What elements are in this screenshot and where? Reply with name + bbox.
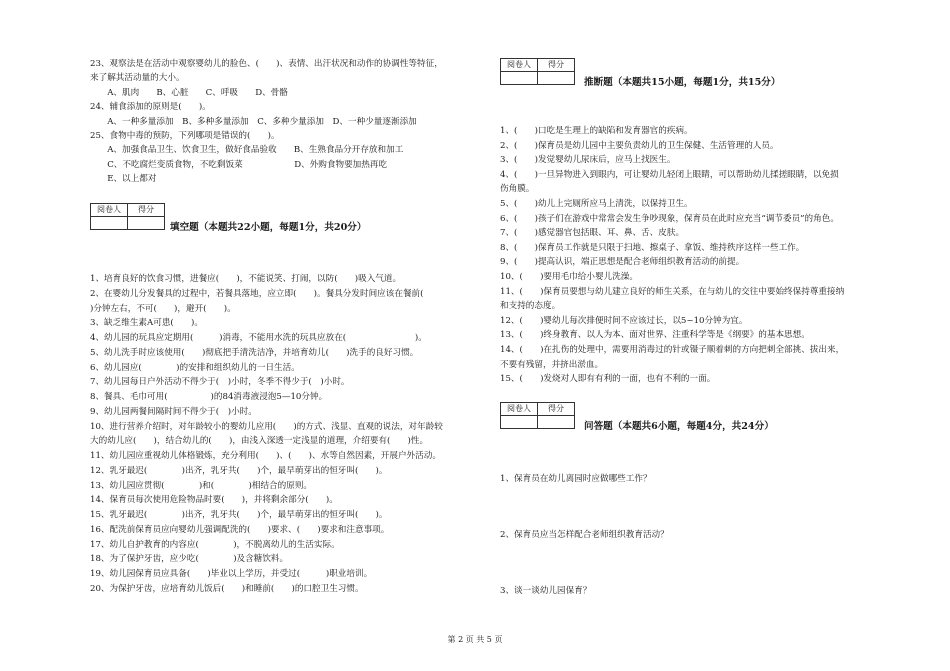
question-line: 8、( )保育员工作就是只限于扫地、擦桌子、拿饭、维持秩序这样一些工作。 bbox=[500, 242, 805, 253]
question-line: 10、进行营养介绍时，对年龄较小的婴幼儿应用( )的方式、浅显、直观的说法，对年龄较 bbox=[90, 421, 443, 432]
score-label: 得分 bbox=[538, 403, 575, 416]
question-line: )分钟左右，不可( )，避开( )。 bbox=[90, 303, 236, 314]
question-line: 19、幼儿园保育员应具备( )毕业以上学历，并受过( )职业培训。 bbox=[90, 569, 373, 579]
question-line: 14、( )在扎伤的处理中，需要用消毒过的针或镊子顺着刺的方向把刺全部挑、拔出来， bbox=[500, 345, 845, 355]
grader-cell[interactable] bbox=[501, 416, 538, 429]
question-line: 8、餐具、毛巾可用( )的84消毒液浸泡5—10分钟。 bbox=[90, 392, 328, 402]
question-line: 5、( )幼儿上完厕所应马上清洗，以保持卫生。 bbox=[500, 199, 693, 209]
question-line: 6、幼儿园应( )的安排和组织幼儿的一日生活。 bbox=[90, 362, 300, 373]
question-line: 1、培育良好的饮食习惯，进餐应( )，不能说笑、打闹，以防( )吸入气道。 bbox=[90, 274, 402, 284]
qa-section-title: 问答题（本题共6小题，每题4分，共24分） bbox=[584, 421, 774, 432]
question-line: 和支持的态度。 bbox=[500, 301, 561, 312]
score-box-judge bbox=[500, 58, 575, 85]
question-line: 5、幼儿洗手时应该使用( )彻底把手清洗洁净，并培育幼儿( )洗手的良好习惯。 bbox=[90, 347, 419, 358]
question-line: 3、( )发觉婴幼儿尿床后，应马上找医生。 bbox=[500, 155, 676, 166]
score-box-fill bbox=[90, 203, 165, 230]
score-label: 得分 bbox=[128, 204, 165, 217]
question-line: 24、辅食添加的原则是( )。 bbox=[90, 102, 211, 113]
page-number: 第 2 页 共 5 页 bbox=[447, 635, 503, 644]
question-line: 大的幼儿应( )，结合幼儿的( )，由浅入深透一定浅显的道理，介绍要有( )性。 bbox=[90, 436, 429, 447]
question-line: 不要有残留，并挤出淤血。 bbox=[500, 359, 604, 370]
question-line: 17、幼儿自护教育的内容应( )，不脱离幼儿的生活实际。 bbox=[90, 539, 340, 550]
question-line: 18、为了保护牙齿，应少吃( )及含糖饮料。 bbox=[90, 554, 289, 565]
question-line: 12、( )婴幼儿每次排便时间不应该过长，以5~10分钟为宜。 bbox=[500, 315, 748, 326]
question-line: 1、保育员在幼儿离园时应做哪些工作？ bbox=[500, 474, 652, 484]
question-line: 3、缺乏维生素A可患( )。 bbox=[90, 318, 203, 329]
question-line: 2、( )保育员是幼儿园中主要负责幼儿的卫生保健、生活管理的人员。 bbox=[500, 140, 779, 151]
question-line: 14、保育员每次使用危险物品时要( )，并将剩余部分( )。 bbox=[90, 495, 338, 506]
fill-section-title: 填空题（本题共22小题，每题1分，共20分） bbox=[170, 222, 367, 233]
question-line: 来了解其活动量的大小。 bbox=[90, 73, 185, 84]
question-line: 2、保育员应当怎样配合老师组织教育活动？ bbox=[500, 530, 669, 540]
judge-section-title: 推断题（本题共15小题，每题1分，共15分） bbox=[584, 77, 781, 88]
score-cell[interactable] bbox=[538, 72, 575, 85]
question-line: 12、乳牙最迟( )出齐，乳牙共( )个，最早萌芽出的恒牙叫( )。 bbox=[90, 465, 388, 476]
score-label: 得分 bbox=[538, 59, 575, 72]
question-line: 4、幼儿园的玩具应定期用( )消毒，不能用水洗的玩具应放在( )。 bbox=[90, 333, 427, 343]
question-line: A、肌肉 B、心脏 C、呼吸 D、骨骼 bbox=[90, 87, 288, 98]
score-box-qa bbox=[500, 402, 575, 429]
question-line: 13、( )终身教育、以人为本、面对世界、注重科学等是《纲要》的基本思想。 bbox=[500, 330, 810, 341]
grader-label: 阅卷人 bbox=[501, 59, 538, 72]
question-line: 2、在婴幼儿分发餐具的过程中，若餐具落地，应立即( )。餐具分发时间应该在餐前( bbox=[90, 288, 441, 299]
question-line: A、加强食品卫生、饮食卫生，做好食品验收 B、生熟食品分开存放和加工 bbox=[90, 145, 404, 156]
question-line: 7、幼儿园每日户外活动不得少于( )小时，冬季不得少于( )小时。 bbox=[90, 377, 350, 388]
question-line: 9、幼儿园两餐间隔时间不得少于( )小时。 bbox=[90, 406, 257, 417]
question-line: 10、( )要用毛巾给小婴儿洗澡。 bbox=[500, 272, 638, 282]
question-line: 23、观察法是在活动中观察婴幼儿的脸色、( )、表情、出汗状况和动作的协调性等特征， bbox=[90, 59, 443, 69]
question-line: 15、乳牙最迟( )出齐，乳牙共( )个，最早萌芽出的恒牙叫( )。 bbox=[90, 510, 388, 520]
question-line: 1、( )口吃是生理上的缺陷和发育器官的疾病。 bbox=[500, 126, 693, 136]
question-line: 11、( )保育员要想与幼儿建立良好的师生关系，在与幼儿的交往中要始终保持尊重接纳 bbox=[500, 286, 845, 297]
grader-cell[interactable] bbox=[501, 72, 538, 85]
question-line: 15、( )发烧对人即有有利的一面，也有不利的一面。 bbox=[500, 374, 716, 385]
grader-cell[interactable] bbox=[91, 217, 128, 230]
question-line: 3、谈一谈幼儿园保育？ bbox=[500, 586, 592, 596]
question-line: A、一种多量添加 B、多种多量添加 C、多种少量添加 D、一种少量逐渐添加 bbox=[90, 116, 417, 127]
question-line: 20、为保护牙齿，应培育幼儿饭后( )和睡前( )的口腔卫生习惯。 bbox=[90, 583, 364, 594]
question-line: 6、( )孩子们在游戏中常常会发生争吵现象，保育员在此时应充当“调节委员”的角色。 bbox=[500, 213, 839, 224]
grader-label: 阅卷人 bbox=[501, 403, 538, 416]
question-line: 4、( )一旦异物进入到眼内，可让婴幼儿轻闭上眼睛，可以帮助幼儿揉搓眼睛，以免损 bbox=[500, 169, 839, 180]
question-line: 11、幼儿园应重视幼儿体格锻炼，充分利用( )、( )、水等自然因素，开展户外活动。 bbox=[90, 451, 441, 461]
question-line: 13、幼儿园应贯彻( )和( )相结合的原则。 bbox=[90, 480, 313, 491]
question-line: 25、食物中毒的预防，下列哪项是错误的( )。 bbox=[90, 131, 280, 141]
grader-label: 阅卷人 bbox=[91, 204, 128, 217]
question-line: 16、配洗前保育员应向婴幼儿强调配洗的( )要求、( )要求和注意事项。 bbox=[90, 524, 390, 535]
score-cell[interactable] bbox=[538, 416, 575, 429]
question-line: E、以上都对 bbox=[90, 174, 157, 185]
question-line: 7、( )感觉器官包括眼、耳、鼻、舌、皮肤。 bbox=[500, 228, 685, 239]
score-cell[interactable] bbox=[128, 217, 165, 230]
question-line: 伤角膜。 bbox=[500, 184, 535, 195]
question-line: 9、( )提高认识，端正思想是配合老师组织教育活动的前提。 bbox=[500, 257, 745, 268]
question-line: C、不吃腐烂变质食物，不吃剩饭菜 D、外购食物要加热再吃 bbox=[90, 159, 388, 170]
